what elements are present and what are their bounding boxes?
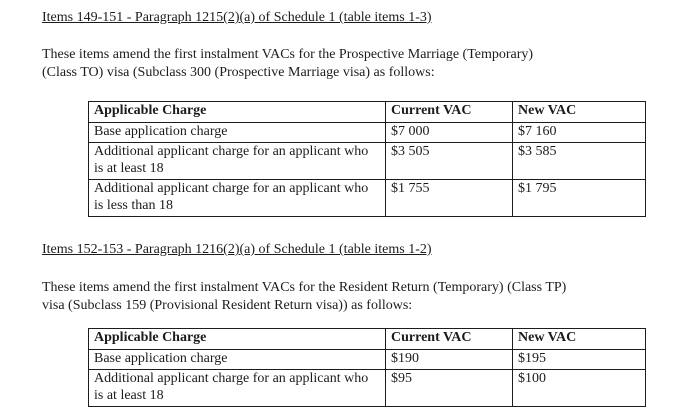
charge-label: Base application charge	[89, 349, 386, 370]
column-header-current-vac: Current VAC	[386, 329, 513, 350]
table-header-row	[89, 102, 646, 123]
section-heading: Items 149-151 - Paragraph 1215(2)(a) of Schedule 1 (table items 1-3)	[42, 10, 432, 25]
charge-label: Base application charge	[89, 122, 386, 143]
new-vac-value: $7 160	[513, 122, 646, 143]
table-row	[89, 180, 646, 217]
table-row	[89, 349, 646, 370]
intro-line: These items amend the first instalment VACs for the Resident Return (Temporary) (Class TP)	[42, 280, 567, 295]
current-vac-value: $3 505	[386, 143, 513, 180]
section-heading: Items 152-153 - Paragraph 1216(2)(a) of Schedule 1 (table items 1-2)	[42, 242, 432, 257]
intro-line: These items amend the first instalment VACs for the Prospective Marriage (Temporary)	[42, 47, 534, 62]
table-row	[89, 143, 646, 180]
new-vac-value: $1 795	[513, 180, 646, 217]
new-vac-value: $195	[513, 349, 646, 370]
charge-label: Additional applicant charge for an applicant who is at least 18	[89, 370, 386, 407]
new-vac-value: $3 585	[513, 143, 646, 180]
current-vac-value: $190	[386, 349, 513, 370]
section-items-152-153	[42, 242, 656, 407]
charge-label: Additional applicant charge for an applicant who is less than 18	[89, 180, 386, 217]
section-intro-paragraph	[42, 46, 656, 81]
table-row	[89, 122, 646, 143]
current-vac-value: $95	[386, 370, 513, 407]
column-header-new-vac: New VAC	[513, 102, 646, 123]
section-intro-paragraph	[42, 279, 656, 314]
charges-table	[88, 328, 646, 407]
intro-line: visa (Subclass 159 (Provisional Resident Return visa)) as follows:	[42, 297, 413, 313]
table-header-row	[89, 329, 646, 350]
current-vac-value: $1 755	[386, 180, 513, 217]
section-items-149-151	[42, 10, 656, 217]
intro-line: (Class TO) visa (Subclass 300 (Prospective Marriage visa) as follows:	[42, 64, 435, 80]
column-header-applicable-charge: Applicable Charge	[89, 102, 386, 123]
column-header-applicable-charge: Applicable Charge	[89, 329, 386, 350]
current-vac-value: $7 000	[386, 122, 513, 143]
charge-label: Additional applicant charge for an applicant who is at least 18	[89, 143, 386, 180]
column-header-new-vac: New VAC	[513, 329, 646, 350]
charges-table	[88, 101, 646, 217]
column-header-current-vac: Current VAC	[386, 102, 513, 123]
table-row	[89, 370, 646, 407]
new-vac-value: $100	[513, 370, 646, 407]
